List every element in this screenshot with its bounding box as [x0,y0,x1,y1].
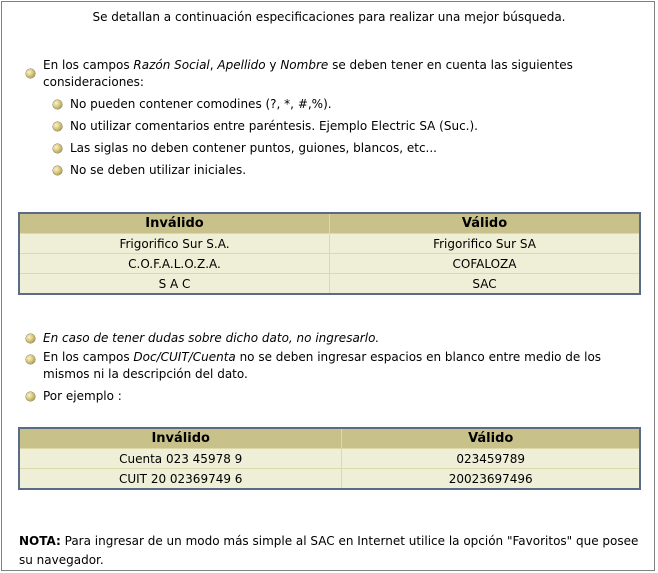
cell-invalid: C.O.F.A.L.O.Z.A. [19,254,330,274]
content-panel [1,1,655,571]
cell-valid: SAC [330,274,641,295]
cell-valid: Frigorifico Sur SA [330,234,641,254]
table-header-row [19,428,640,449]
table-header-row [19,213,640,234]
sub-rule-parentheses: No utilizar comentarios entre paréntesis. Ejemplo Electric SA (Suc.). [2,118,656,136]
cell-invalid: Cuenta 023 45978 9 [19,449,342,469]
bullet-icon [26,392,35,401]
header-invalid: Inválido [19,428,342,449]
bullet-icon [53,122,62,131]
field-apellido: Apellido [217,58,266,72]
field-nombre: Nombre [280,58,329,72]
table-row [19,254,640,274]
note-doc-fields-line1: En los campos Doc/CUIT/Cuenta no se deben ingresar espacios en blanco entre medio de los [43,350,602,364]
cell-invalid: CUIT 20 02369749 6 [19,469,342,490]
field-doc-cuit-cuenta: Doc/CUIT/Cuenta [133,350,236,364]
rule-name-fields [2,57,656,91]
intro-text: Se detallan a continuación especificaciones para realizar una mejor búsqueda. [92,10,566,24]
sub-rule-initials: No se deben utilizar iniciales. [2,162,656,180]
note-text: Para ingresar de un modo más simple al SAC en Internet utilice la opción "Favoritos" que posee su navegador. [19,534,639,567]
document-examples-table [18,427,641,490]
note-example: Por ejemplo : [2,388,656,406]
name-examples-table [18,212,641,295]
bullet-icon [26,334,35,343]
cell-valid: 20023697496 [342,469,640,490]
sub-rule-wildcards: No pueden contener comodines (?, *, #,%). [2,96,656,114]
header-valid: Válido [330,213,641,234]
table-row [19,274,640,295]
bullet-icon [26,355,35,364]
table-row [19,449,640,469]
sub-rule-acronyms: Las siglas no deben contener puntos, guiones, blancos, etc... [2,140,656,158]
header-valid: Válido [342,428,640,449]
rule-name-fields-line2: consideraciones: [43,75,144,89]
note-label: NOTA: [19,534,61,548]
note-doubt: En caso de tener dudas sobre dicho dato, no ingresarlo. [2,330,656,348]
bullet-icon [53,144,62,153]
header-invalid: Inválido [19,213,330,234]
footer-note [19,532,644,570]
rule-name-fields-line1: En los campos Razón Social, Apellido y Nombre se deben tener en cuenta las siguientes [43,58,573,72]
bullet-icon [53,166,62,175]
note-doc-fields-line2: mismos ni la descripción del dato. [43,367,248,381]
cell-invalid: S A C [19,274,330,295]
note-doc-fields [2,349,656,383]
cell-valid: 023459789 [342,449,640,469]
cell-invalid: Frigorifico Sur S.A. [19,234,330,254]
bullet-icon [53,100,62,109]
field-razon-social: Razón Social [133,58,210,72]
table-row [19,234,640,254]
cell-valid: COFALOZA [330,254,641,274]
bullet-icon [26,69,35,78]
table-row [19,469,640,490]
